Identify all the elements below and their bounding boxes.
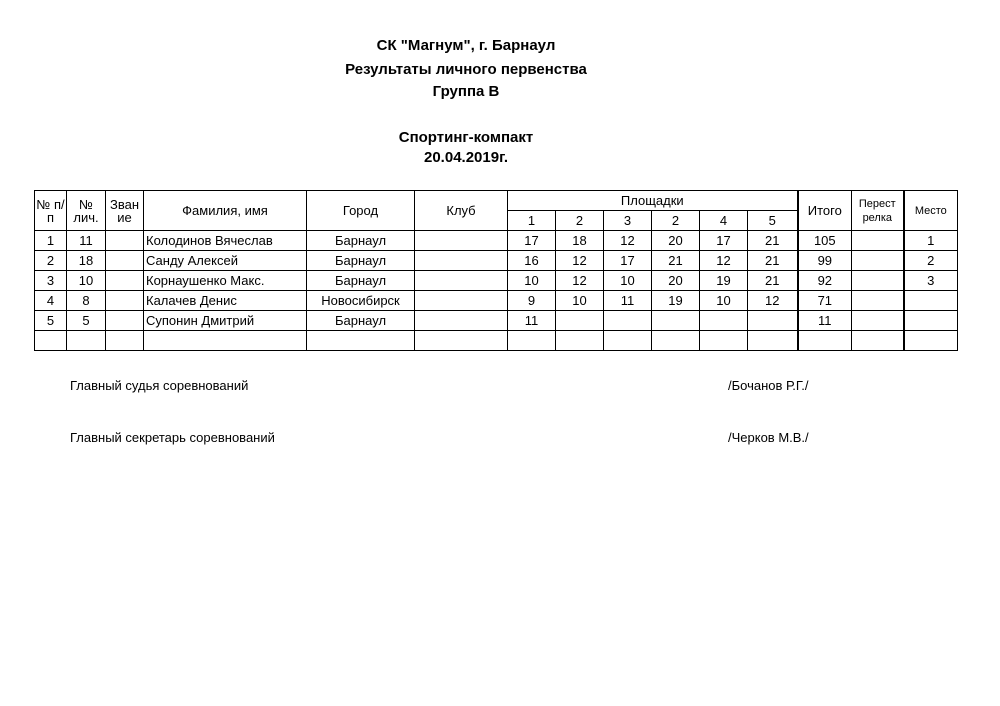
site-score: 12 (556, 251, 604, 271)
place: 2 (904, 251, 958, 271)
athlete-name: Супонин Дмитрий (144, 311, 307, 331)
club (415, 291, 508, 311)
rank (106, 271, 144, 291)
shootoff (852, 331, 904, 351)
site-score: 10 (508, 271, 556, 291)
site-score: 21 (748, 271, 798, 291)
chief-secretary-label: Главный секретарь соревнований (70, 430, 275, 445)
shootoff (852, 311, 904, 331)
rank (106, 331, 144, 351)
table-row (35, 311, 958, 331)
city: Барнаул (307, 231, 415, 251)
site-number-3: 3 (604, 211, 652, 231)
shootoff (852, 231, 904, 251)
row-number: 2 (35, 251, 67, 271)
site-score (508, 331, 556, 351)
rank (106, 251, 144, 271)
license-number: 5 (67, 311, 106, 331)
site-score (748, 311, 798, 331)
total-score (798, 331, 852, 351)
license-number (67, 331, 106, 351)
site-score (700, 311, 748, 331)
city: Барнаул (307, 271, 415, 291)
total-score: 11 (798, 311, 852, 331)
site-score: 19 (700, 271, 748, 291)
site-score (652, 311, 700, 331)
athlete-name: Корнаушенко Макс. (144, 271, 307, 291)
row-number: 3 (35, 271, 67, 291)
site-score: 10 (700, 291, 748, 311)
athlete-name: Калачев Денис (144, 291, 307, 311)
chief-judge-label: Главный судья соревнований (70, 378, 249, 393)
license-number: 10 (67, 271, 106, 291)
place: 1 (904, 231, 958, 251)
site-score: 17 (508, 231, 556, 251)
city (307, 331, 415, 351)
header-cell-place: Место (904, 191, 958, 231)
club (415, 331, 508, 351)
site-score (652, 331, 700, 351)
site-score: 11 (604, 291, 652, 311)
athlete-name: Колодинов Вячеслав (144, 231, 307, 251)
header-cell-name: Фамилия, имя (144, 191, 307, 231)
athlete-name (144, 331, 307, 351)
header-cell-shootoff: Перест релка (852, 191, 904, 231)
rank (106, 231, 144, 251)
site-score (556, 311, 604, 331)
site-number-6: 5 (748, 211, 798, 231)
table-row-empty (35, 331, 958, 351)
row-number: 4 (35, 291, 67, 311)
row-number: 5 (35, 311, 67, 331)
rank (106, 291, 144, 311)
site-score: 10 (556, 291, 604, 311)
header-club-city: СК "Магнум", г. Барнаул (376, 37, 556, 54)
club (415, 231, 508, 251)
club (415, 271, 508, 291)
total-score: 92 (798, 271, 852, 291)
city: Барнаул (307, 311, 415, 331)
place (904, 311, 958, 331)
results-table (34, 190, 958, 351)
total-score: 105 (798, 231, 852, 251)
site-score: 12 (748, 291, 798, 311)
athlete-name: Санду Алексей (144, 251, 307, 271)
header-cell-city: Город (307, 191, 415, 231)
header-cell-sites: Площадки (508, 191, 798, 211)
row-number (35, 331, 67, 351)
site-score: 10 (604, 271, 652, 291)
site-score: 20 (652, 271, 700, 291)
table-row (35, 231, 958, 251)
rank (106, 311, 144, 331)
site-score: 11 (508, 311, 556, 331)
site-score: 21 (748, 251, 798, 271)
site-score: 17 (700, 231, 748, 251)
city: Новосибирск (307, 291, 415, 311)
site-score: 12 (700, 251, 748, 271)
site-score: 12 (556, 271, 604, 291)
license-number: 18 (67, 251, 106, 271)
table-row (35, 291, 958, 311)
site-score: 21 (748, 231, 798, 251)
header-cell-total: Итого (798, 191, 852, 231)
site-score (604, 331, 652, 351)
site-score (748, 331, 798, 351)
header-date: 20.04.2019г. (424, 149, 508, 166)
club (415, 251, 508, 271)
total-score: 71 (798, 291, 852, 311)
header-cell-number: № п/п (35, 191, 67, 231)
chief-secretary-name: /Черков М.В./ (728, 430, 809, 445)
shootoff (852, 251, 904, 271)
place (904, 291, 958, 311)
site-score: 16 (508, 251, 556, 271)
site-score: 12 (604, 231, 652, 251)
chief-judge-name: /Бочанов Р.Г./ (728, 378, 809, 393)
header-results-title: Результаты личного первенства (345, 61, 587, 78)
site-score: 19 (652, 291, 700, 311)
site-number-1: 1 (508, 211, 556, 231)
header-cell-club: Клуб (415, 191, 508, 231)
site-score: 20 (652, 231, 700, 251)
site-number-4: 2 (652, 211, 700, 231)
row-number: 1 (35, 231, 67, 251)
table-row (35, 251, 958, 271)
header-discipline: Спортинг-компакт (398, 129, 534, 146)
city: Барнаул (307, 251, 415, 271)
license-number: 8 (67, 291, 106, 311)
site-number-5: 4 (700, 211, 748, 231)
site-score (604, 311, 652, 331)
site-number-2: 2 (556, 211, 604, 231)
place (904, 331, 958, 351)
license-number: 11 (67, 231, 106, 251)
shootoff (852, 271, 904, 291)
table-row (35, 271, 958, 291)
shootoff (852, 291, 904, 311)
site-score: 17 (604, 251, 652, 271)
site-score (700, 331, 748, 351)
header-cell-license: № лич. (67, 191, 106, 231)
total-score: 99 (798, 251, 852, 271)
club (415, 311, 508, 331)
site-score: 18 (556, 231, 604, 251)
site-score: 9 (508, 291, 556, 311)
site-score (556, 331, 604, 351)
place: 3 (904, 271, 958, 291)
header-group: Группа В (432, 83, 500, 100)
header-cell-rank: Зван ие (106, 191, 144, 231)
site-score: 21 (652, 251, 700, 271)
